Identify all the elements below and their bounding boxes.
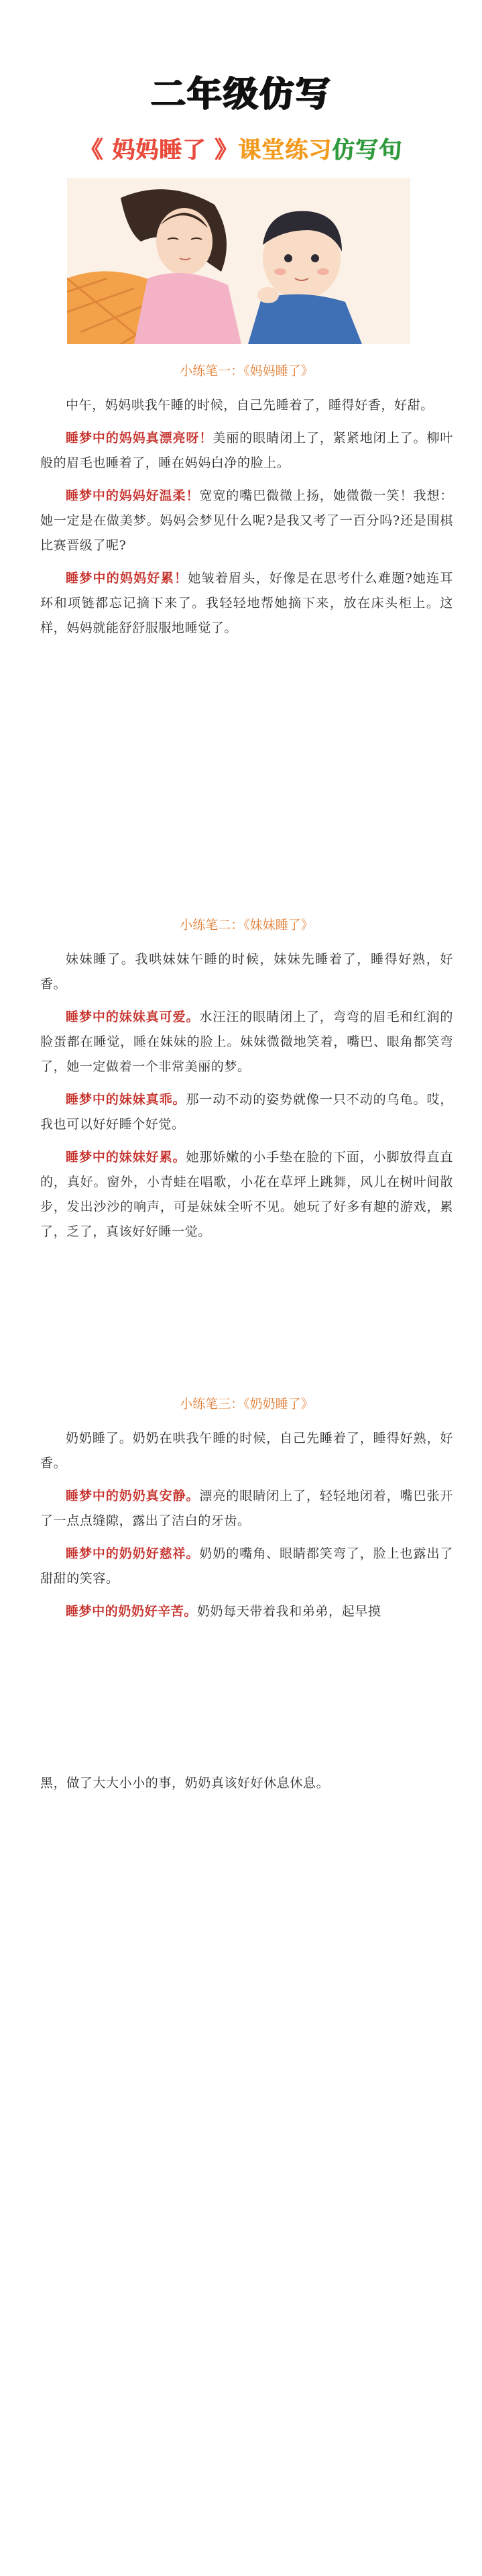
paragraph-lead: 睡梦中的妈妈好温柔！ (66, 488, 200, 503)
paragraph-text: 美丽的眼睛闭上了，紧紧地闭上了。柳叶般的眉毛也睡着了，睡在妈妈白净的脸上。 (40, 431, 453, 470)
paragraph-lead: 睡梦中的奶奶好辛苦。 (66, 1604, 198, 1619)
paragraph (40, 1599, 453, 1624)
paragraph-text: 漂亮的眼睛闭上了，轻轻地闭着，嘴巴张开了一点点缝隙，露出了洁白的牙齿。 (40, 1489, 453, 1528)
paragraph (40, 1484, 453, 1534)
paragraph-text: 妹妹睡了。我哄妹妹午睡的时候，妹妹先睡着了，睡得好熟，好香。 (40, 952, 453, 991)
paragraph (40, 393, 453, 418)
page-title: 二年级仿写 (150, 74, 332, 115)
subtitle-part-title: 《 妈妈睡了 》 (80, 137, 238, 164)
subtitle-part-lesson: 课堂练习 (237, 137, 332, 164)
page-subtitle (0, 131, 482, 164)
paragraph-text: 奶奶睡了。奶奶在哄我午睡的时候，自己先睡着了，睡得好熟，好香。 (40, 1431, 453, 1470)
section-grandma (40, 1394, 453, 1632)
section-mother (40, 361, 453, 649)
paragraph (40, 566, 453, 641)
mother-and-child-illustration (67, 178, 410, 344)
paragraph (40, 1426, 453, 1476)
section-heading: 小练笔二：《妹妹睡了》 (180, 918, 314, 932)
paragraph-text: 水汪汪的眼睛闭上了，弯弯的眉毛和红润的脸蛋都在睡觉，睡在妹妹的脸上。妹妹微微地笑着，嘴巴、眼角都笑弯了，她一定做着一个非常美丽的梦。 (40, 1010, 453, 1074)
paragraph (40, 1005, 453, 1079)
paragraph-text: 那一动不动的姿势就像一只不动的乌龟。哎，我也可以好好睡个好觉。 (40, 1092, 453, 1132)
paragraph (40, 1542, 453, 1591)
paragraph-lead: 睡梦中的妈妈好累！ (66, 571, 188, 586)
paragraph-lead: 睡梦中的奶奶真安静。 (66, 1489, 200, 1503)
section-grandma-continued (40, 1771, 453, 1804)
section-heading: 小练笔一：《妈妈睡了》 (180, 364, 314, 378)
section-sister (40, 915, 453, 1252)
paragraph-lead: 睡梦中的妹妹好累。 (66, 1150, 186, 1165)
paragraph-text: 她那娇嫩的小手垫在脸的下面，小脚放得直直的，真好。窗外，小青蛙在唱歌，小花在草坪上跳舞，风儿在树叶间散步，发出沙沙的响声，可是妹妹全听不见。她玩了好多有趣的游戏，累了，乏了，真该好好睡一觉。 (40, 1150, 453, 1239)
paragraph-lead: 睡梦中的妹妹真可爱。 (66, 1010, 200, 1024)
paragraph-lead: 睡梦中的妹妹真乖。 (66, 1092, 186, 1107)
subtitle-part-imitation: 仿写句 (331, 137, 402, 164)
paragraph-text: 中午，妈妈哄我午睡的时候，自己先睡着了，睡得好香，好甜。 (66, 398, 434, 413)
paragraph-text: 宽宽的嘴巴微微上扬，她微微一笑！我想：她一定是在做美梦。妈妈会梦见什么呢?是我又考了一百分吗?还是围棋比赛晋级了呢? (40, 488, 453, 553)
section-heading: 小练笔三：《奶奶睡了》 (180, 1397, 314, 1411)
paragraph (40, 484, 453, 558)
paragraph (40, 1145, 453, 1244)
paragraph (40, 426, 453, 476)
paragraph-text: 奶奶每天带着我和弟弟，起早摸 (197, 1604, 381, 1619)
paragraph (40, 1087, 453, 1137)
paragraph-text: 她皱着眉头，好像是在思考什么难题?她连耳环和项链都忘记摘下来了。我轻轻地帮她摘下来，放在床头柜上。这样，妈妈就能舒舒服服地睡觉了。 (40, 571, 454, 635)
paragraph-text: 奶奶的嘴角、眼睛都笑弯了，脸上也露出了甜甜的笑容。 (40, 1546, 453, 1586)
paragraph-lead: 睡梦中的妈妈真漂亮呀！ (66, 431, 213, 445)
paragraph (40, 947, 453, 997)
paragraph-continuation: 黑，做了大大小小的事，奶奶真该好好休息休息。 (40, 1776, 330, 1790)
paragraph-lead: 睡梦中的奶奶好慈祥。 (66, 1546, 200, 1561)
